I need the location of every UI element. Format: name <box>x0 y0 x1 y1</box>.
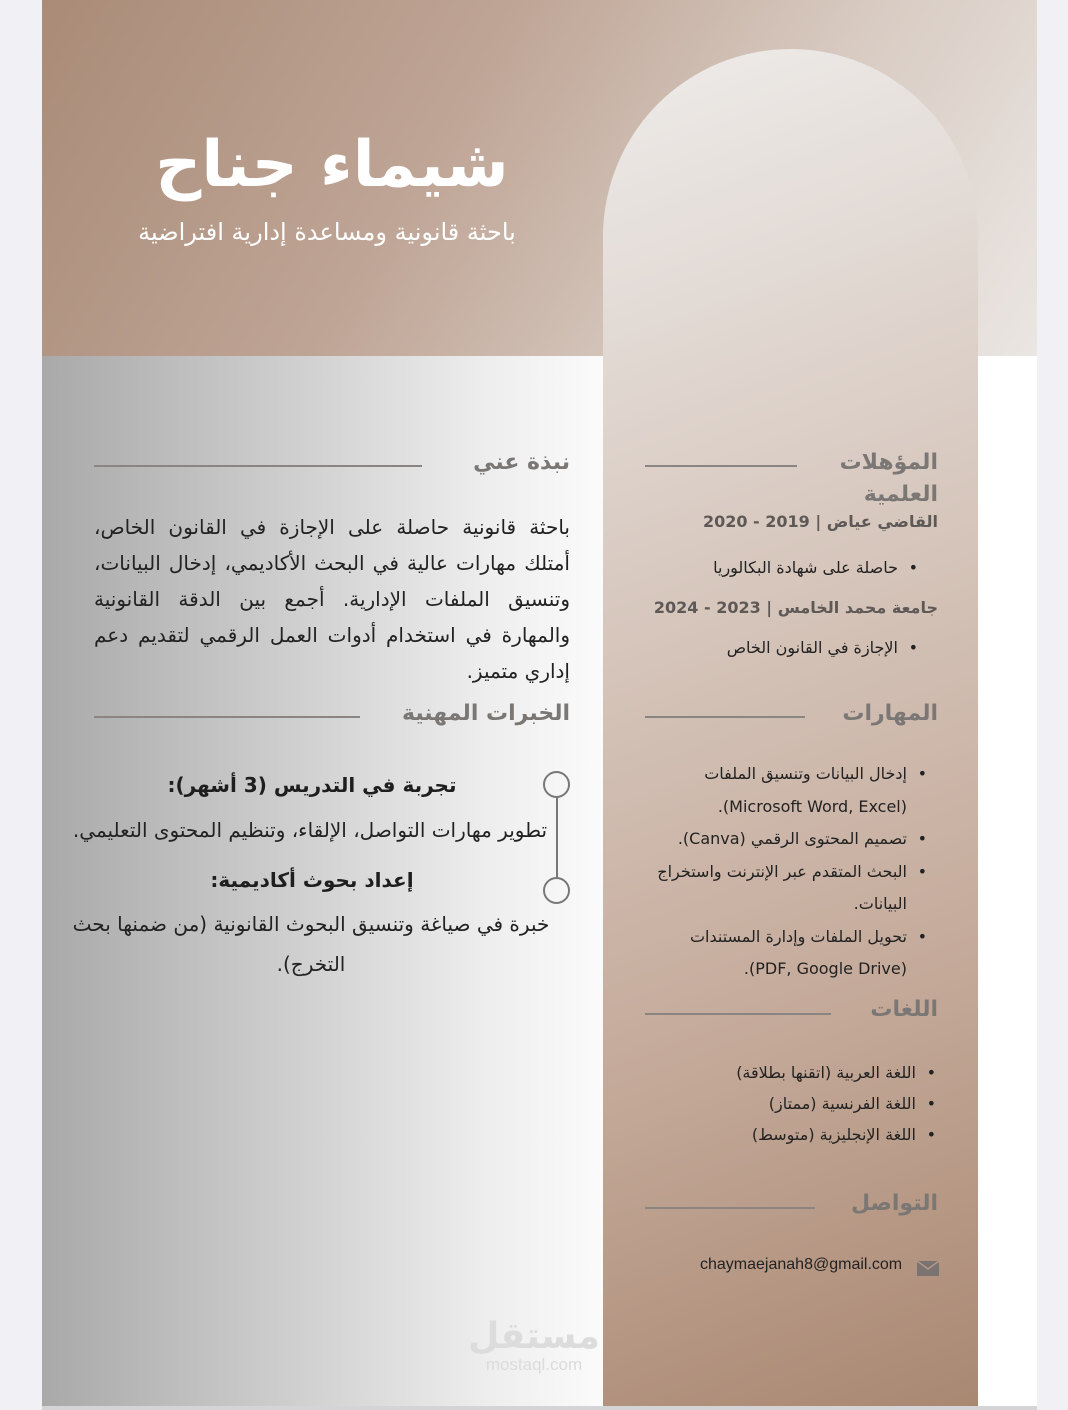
list-item: • حاصلة على شهادة البكالوريا <box>682 558 918 577</box>
envelope-icon <box>917 1261 939 1276</box>
education-entry-2-details <box>682 638 918 657</box>
education-entry-1-details <box>682 558 918 577</box>
education-heading <box>782 447 938 511</box>
list-item: • اللغة العربية (اتقنها بطلاقة) <box>682 1057 936 1088</box>
contact-heading: التواصل <box>850 1191 938 1216</box>
education-divider <box>645 465 797 467</box>
languages-heading: اللغات <box>870 997 938 1022</box>
watermark-arabic: مستقل <box>468 1316 600 1357</box>
candidate-name: شيماء جناح <box>155 128 509 202</box>
experience-item-1-title: تجربة في التدريس (3 أشهر): <box>167 773 457 797</box>
skills-divider <box>645 716 805 718</box>
education-entry-1-institution: القاضي عياض | 2019 - 2020 <box>702 512 938 531</box>
mostaql-watermark <box>468 1318 600 1374</box>
list-item: • اللغة الإنجليزية (متوسط) <box>682 1119 936 1150</box>
page-bottom-edge <box>42 1406 1037 1410</box>
about-divider <box>94 465 422 467</box>
list-item: • الإجازة في القانون الخاص <box>682 638 918 657</box>
skills-list <box>657 758 927 986</box>
about-paragraph: باحثة قانونية حاصلة على الإجازة في القانون الخاص، أمتلك مهارات عالية في البحث الأكاديمي، إدخال البيانات، وتنسيق الملفات الإدارية. أجمع بين الدقة القانونية والمهارة في استخدام أدوات العمل الرقمي لتقديم دعم إداري متميز. <box>94 515 570 683</box>
list-item: • اللغة الفرنسية (ممتاز) <box>682 1088 936 1119</box>
list-item: • إدخال البيانات وتنسيق الملفات (Microsoft Word, Excel). <box>657 758 927 823</box>
timeline-marker-2 <box>543 877 570 904</box>
about-heading: نبذة عني <box>473 450 570 475</box>
timeline-marker-1 <box>543 771 570 798</box>
watermark-latin: mostaql.com <box>485 1355 583 1374</box>
candidate-title: باحثة قانونية ومساعدة إدارية افتراضية <box>138 218 516 246</box>
languages-list <box>682 1057 936 1150</box>
experience-divider <box>94 716 360 718</box>
languages-divider <box>645 1013 831 1015</box>
experience-item-2-title: إعداد بحوث أكاديمية: <box>210 868 414 892</box>
skills-heading: المهارات <box>842 701 938 726</box>
education-heading-line2: العلمية <box>863 482 938 507</box>
list-item: • تصميم المحتوى الرقمي (Canva). <box>657 823 927 856</box>
list-item: • تحويل الملفات وإدارة المستندات (PDF, Google Drive). <box>657 921 927 986</box>
experience-item-1-description: تطوير مهارات التواصل، الإلقاء، وتنظيم المحتوى التعليمي. <box>72 818 548 842</box>
education-heading-line1: المؤهلات <box>839 450 938 475</box>
resume-page <box>42 0 1037 1408</box>
experience-item-2-description: خبرة في صياغة وتنسيق البحوث القانونية (من ضمنها بحث التخرج). <box>72 912 550 976</box>
experience-heading: الخبرات المهنية <box>401 701 570 726</box>
contact-divider <box>645 1207 815 1209</box>
list-item: • البحث المتقدم عبر الإنترنت واستخراج البيانات. <box>657 856 927 921</box>
education-entry-2-institution: جامعة محمد الخامس | 2023 - 2024 <box>653 598 938 617</box>
email-link[interactable]: chaymaejanah8@gmail.com <box>700 1256 903 1273</box>
